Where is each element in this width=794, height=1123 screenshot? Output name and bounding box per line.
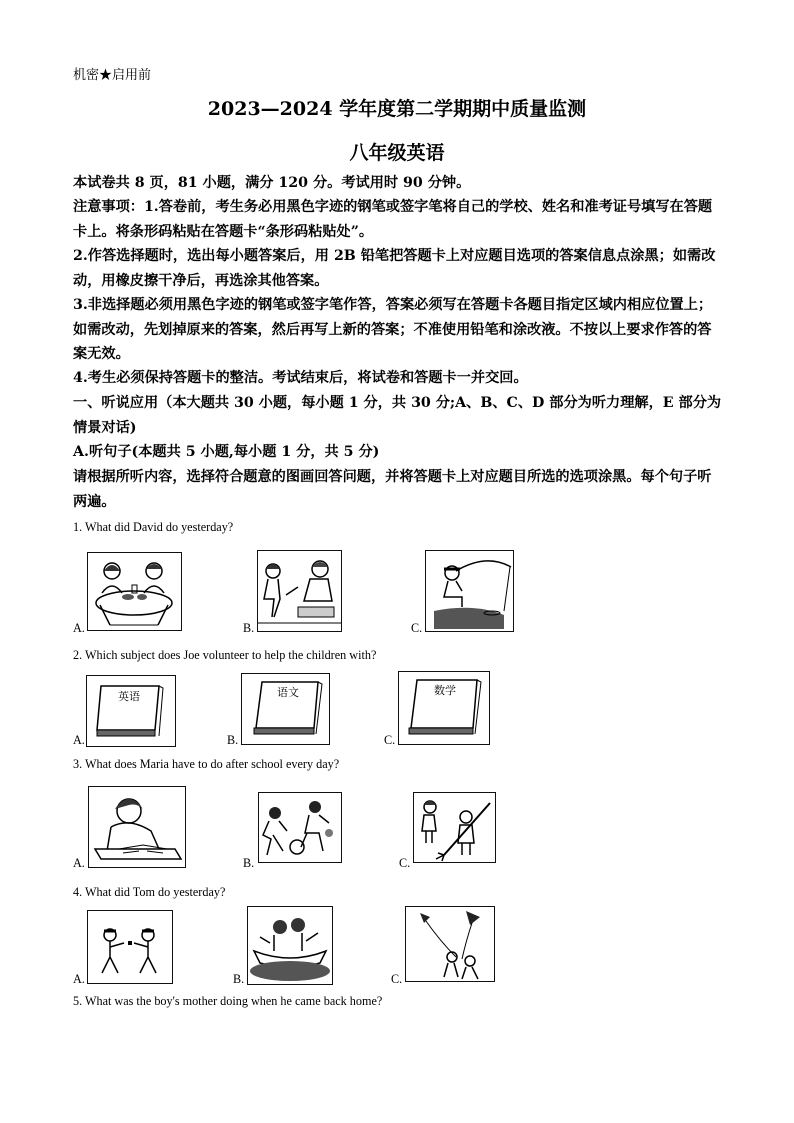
q4-picture-c <box>405 906 495 982</box>
q2-option-a: A. <box>73 733 85 747</box>
q3-option-b: B. <box>243 856 255 870</box>
q4-picture-b <box>247 906 333 985</box>
book-label-chinese: 语文 <box>277 686 299 699</box>
q2-picture-b <box>241 673 330 745</box>
q4-option-a: A. <box>73 972 85 986</box>
intro-line-1: 本试卷共 8 页，81 小题，满分 120 分。考试用时 90 分钟。 <box>73 175 471 191</box>
q3-option-a: A. <box>73 856 85 870</box>
intro-notes-2: 2.作答选择题时，选出每小题答案后，用 2B 铅笔把答题卡上对应题目选项的答案信息点涂黑；如需改动，用橡皮擦干净后，再选涂其他答案。 <box>73 248 716 289</box>
q2-option-b: B. <box>227 733 239 747</box>
q1-picture-c <box>425 550 514 632</box>
part-a-instructions: 请根据所听内容，选择符合题意的图画回答问题，并将答题卡上对应题目所选的选项涂黑。每个句子听两遍。 <box>73 469 712 510</box>
section-heading: 一、听说应用（本大题共 30 小题，每小题 1 分，共 30 分;A、B、C、D 部分为听力理解，E 部分为情景对话) <box>73 395 722 436</box>
q1-picture-a <box>87 552 182 631</box>
part-a-heading: A.听句子(本题共 5 小题,每小题 1 分，共 5 分) <box>73 444 380 460</box>
confidential-label: 机密★启用前 <box>73 68 152 83</box>
q1-option-c: C. <box>411 621 423 635</box>
intro-notes-1: 注意事项：1.答卷前，考生务必用黑色字迹的钢笔或签字笔将自己的学校、姓名和准考证号填写在答题卡上。将条形码粘贴在答题卡“条形码粘贴处”。 <box>73 199 713 240</box>
exam-subject: 八年级英语 <box>349 142 445 164</box>
intro-notes-4: 4.考生必须保持答题卡的整洁。考试结束后，将试卷和答题卡一并交回。 <box>73 370 528 386</box>
q1-option-b: B. <box>243 621 255 635</box>
q2-picture-a <box>86 675 176 747</box>
q1-picture-b <box>257 550 342 632</box>
q2-picture-c <box>398 671 490 745</box>
intro-notes-3: 3.非选择题必须用黑色字迹的钢笔或签字笔作答，答案必须写在答题卡各题目指定区域内相应位置上；如需改动，先划掉原来的答案，然后再写上新的答案；不准使用铅笔和涂改液。不按以上要求作答的答案无效。 <box>73 297 713 363</box>
q3-picture-c <box>413 792 496 863</box>
question-3: 3. What does Maria have to do after school every day? <box>73 757 340 771</box>
q1-option-a: A. <box>73 621 85 635</box>
q4-option-b: B. <box>233 972 245 986</box>
q4-picture-a <box>87 910 173 984</box>
q3-picture-b <box>258 792 342 863</box>
book-label-math: 数学 <box>434 684 456 697</box>
q4-option-c: C. <box>391 972 403 986</box>
q2-option-c: C. <box>384 733 396 747</box>
question-4: 4. What did Tom do yesterday? <box>73 885 226 899</box>
book-label-english: 英语 <box>118 690 140 703</box>
q3-option-c: C. <box>399 856 411 870</box>
q3-picture-a <box>88 786 186 868</box>
question-2: 2. Which subject does Joe volunteer to help the children with? <box>73 648 377 662</box>
question-5: 5. What was the boy's mother doing when he came back home? <box>73 994 383 1008</box>
question-1: 1. What did David do yesterday? <box>73 520 234 534</box>
exam-title: 2023—2024 学年度第二学期期中质量监测 <box>207 98 587 120</box>
